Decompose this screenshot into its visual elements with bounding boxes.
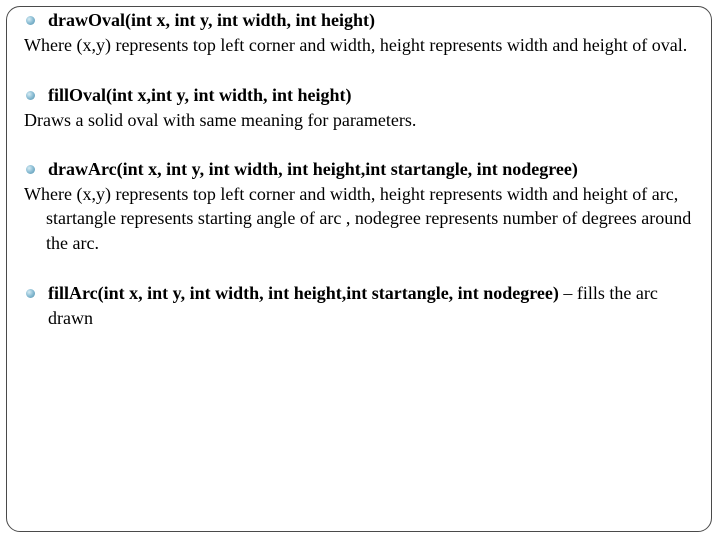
method-description: Where (x,y) represents top left corner and width, height represents width and height of oval.: [24, 34, 688, 55]
method-signature: drawArc(int x, int y, int width, int height,int startangle, int nodegree): [48, 159, 578, 179]
method-item-draw-oval: [24, 8, 704, 33]
method-item-fill-oval: [24, 83, 704, 108]
bullet-icon: [26, 16, 35, 25]
bullet-icon: [26, 165, 35, 174]
bullet-icon: [26, 289, 35, 298]
slide-content: [24, 8, 704, 330]
method-item-fill-arc: [24, 281, 704, 330]
method-description: Draws a solid oval with same meaning for parameters.: [24, 109, 417, 130]
method-description: Where (x,y) represents top left corner and width, height represents width and height of arc, startangle represents starting angle of arc , nodegree represents number of degrees around the arc.: [24, 183, 692, 253]
method-signature: fillArc(int x, int y, int width, int height,int startangle, int nodegree): [48, 283, 559, 303]
method-signature: fillOval(int x,int y, int width, int height): [48, 85, 352, 105]
bullet-icon: [26, 91, 35, 100]
method-signature: drawOval(int x, int y, int width, int height): [48, 10, 376, 30]
method-trailing-text: – fills the arc drawn: [48, 283, 658, 328]
method-item-draw-arc: [24, 157, 704, 182]
